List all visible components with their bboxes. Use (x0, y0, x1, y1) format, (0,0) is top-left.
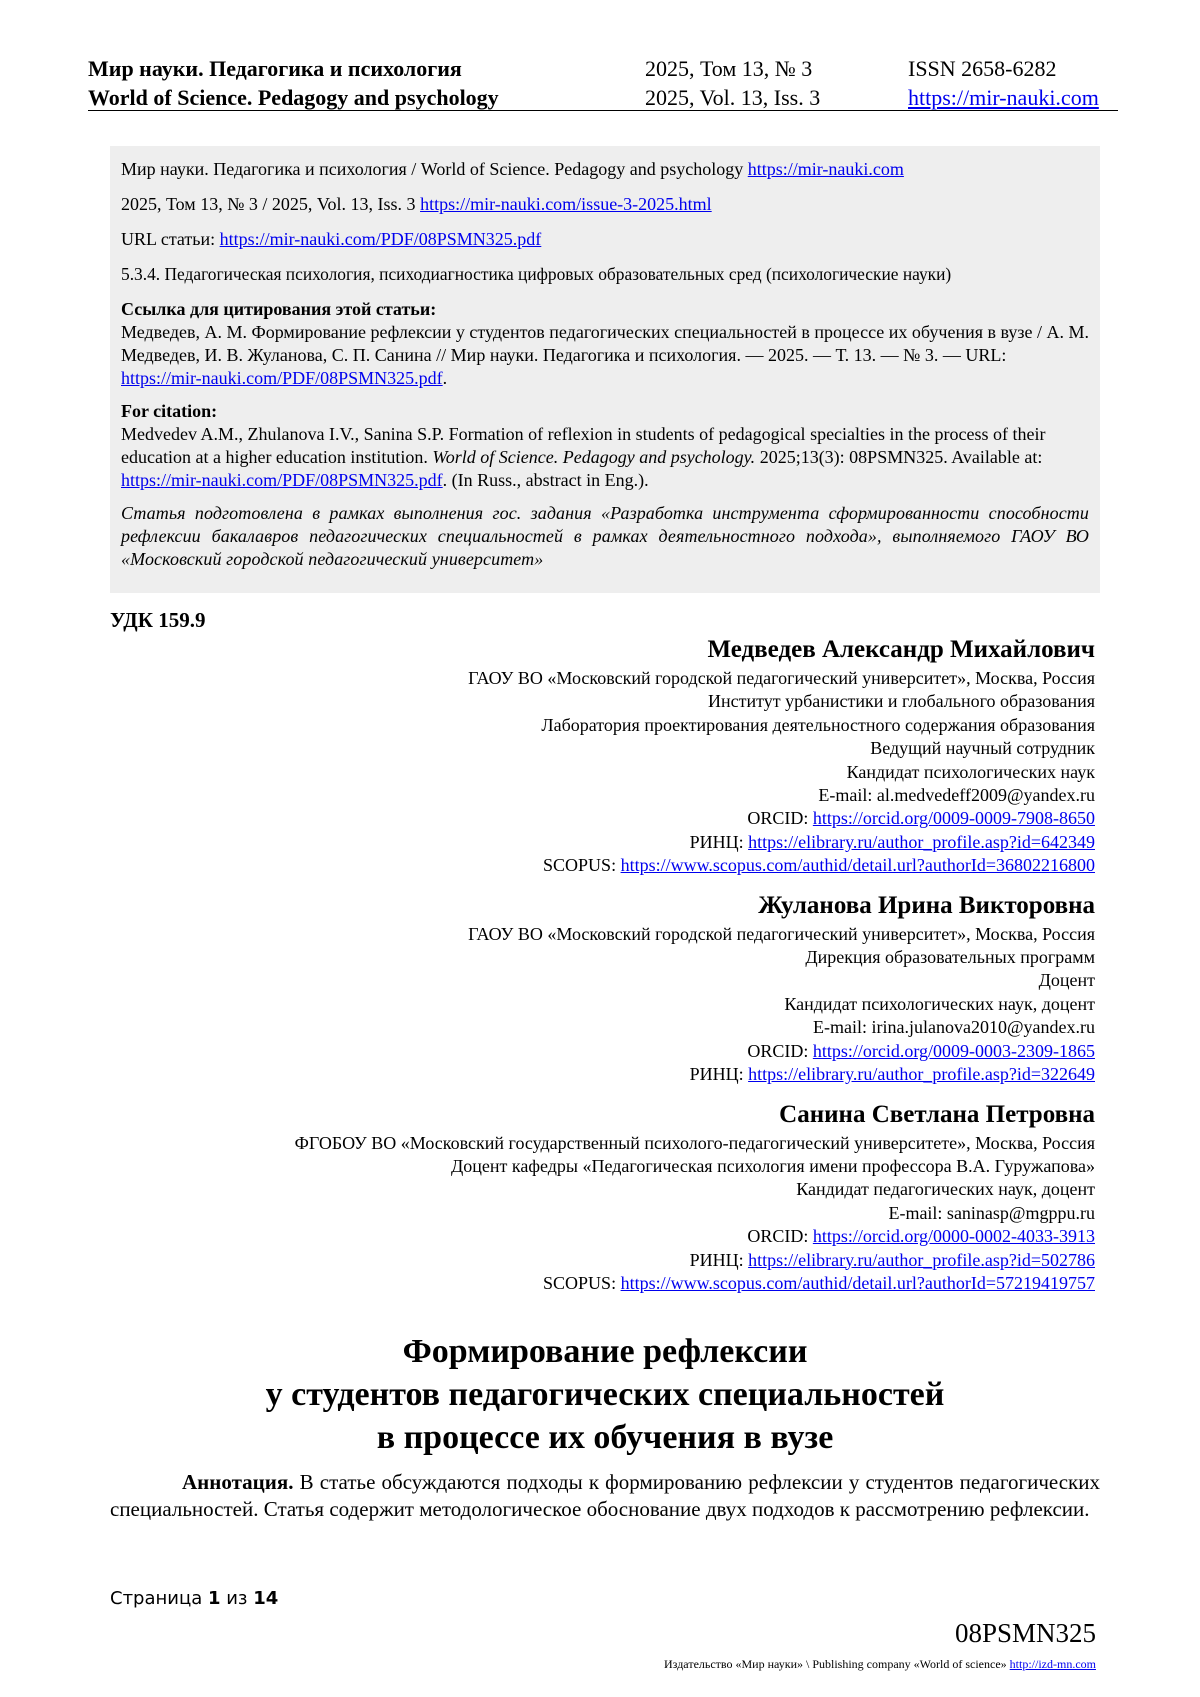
author-card (135, 633, 1095, 878)
author-scopus (135, 1272, 1095, 1295)
issn-block (908, 54, 1099, 112)
orcid-link[interactable]: https://orcid.org/0009-0009-7908-8650 (812, 808, 1095, 829)
orcid-label: ORCID: (747, 808, 813, 829)
author-position: Доцент кафедры «Педагогическая психология имени профессора В.А. Гуружапова» (450, 1155, 1095, 1176)
author-degree: Кандидат психологических наук, доцент (784, 993, 1095, 1014)
author-affiliation: ГАОУ ВО «Московский городской педагогический университет», Москва, Россия (468, 668, 1095, 688)
author-email: E-mail: irina.julanova2010@yandex.ru (813, 1017, 1095, 1038)
issue-en: 2025, Vol. 13, Iss. 3 (645, 85, 821, 110)
info-specialty: 5.3.4. Педагогическая психология, психодиагностика цифровых образовательных сред (психологические науки) (121, 264, 952, 284)
scopus-label: SCOPUS: (543, 1272, 621, 1293)
author-affiliation: ФГОБОУ ВО «Московский государственный психолого-педагогический университете», Москва, Россия (294, 1132, 1095, 1153)
info-url-line (121, 228, 1089, 251)
info-journal-text: Мир науки. Педагогика и психология / World of Science. Pedagogy and psychology (121, 159, 748, 179)
orcid-link[interactable]: https://orcid.org/0009-0003-2309-1865 (812, 1040, 1095, 1061)
author-rinc (135, 1063, 1095, 1086)
author-orcid (135, 807, 1095, 830)
author-institute: Институт урбанистики и глобального образования (708, 691, 1095, 712)
rinc-label: РИНЦ: (689, 1064, 749, 1085)
author-name: Санина Светлана Петровна (779, 1100, 1095, 1128)
abstract-text: В статье обсуждаются подходы к формированию рефлексии у студентов педагогических специальностей. Статья содержит методологическое обоснование двух подходов к рассмотрению рефлексии. (110, 1470, 1100, 1521)
article-code: 08PSMN325 (954, 1618, 1096, 1648)
journal-title-block (88, 54, 499, 112)
info-journal-link[interactable]: https://mir-nauki.com (747, 159, 904, 179)
author-name: Жуланова Ирина Викторовна (758, 891, 1095, 919)
citation-en-text2: 2025;13(3): 08PSMN325. Available at: (755, 447, 1043, 467)
abstract-paragraph (110, 1469, 1100, 1523)
title-line: у студентов педагогических специальностей (265, 1376, 945, 1413)
title-line: в процессе их обучения в вузе (376, 1419, 834, 1456)
publisher-link[interactable]: http://izd-mn.com (1009, 1657, 1096, 1671)
citation-ru-text: Медведев, А. М. Формирование рефлексии у студентов педагогических специальностей в процессе их обучения в вузе / А. М. Медведев, И. В. Жуланова, С. П. Санина // Мир науки. Педагогика и психология. — 2025. — Т. 13. — № 3. — URL: (121, 322, 1089, 365)
orcid-label: ORCID: (747, 1226, 813, 1247)
author-rinc (135, 831, 1095, 854)
info-url-label: URL статьи: (121, 229, 220, 249)
author-affiliation: ГАОУ ВО «Московский городской педагогический университет», Москва, Россия (468, 923, 1095, 944)
info-article-pdf-link[interactable]: https://mir-nauki.com/PDF/08PSMN325.pdf (219, 229, 542, 249)
citation-ru (121, 298, 1089, 390)
udk-code: УДК 159.9 (110, 608, 206, 632)
author-scopus (135, 854, 1095, 877)
running-header (88, 50, 1118, 111)
citation-en-heading: For citation: (121, 401, 218, 421)
author-position: Доцент (1038, 970, 1095, 991)
journal-title-en: World of Science. Pedagogy and psychology (88, 85, 499, 110)
rinc-link[interactable]: https://elibrary.ru/author_profile.asp?id=502786 (748, 1249, 1095, 1270)
author-card (135, 889, 1095, 1087)
title-line: Формирование рефлексии (402, 1333, 808, 1370)
author-email: E-mail: saninasp@mgppu.ru (888, 1202, 1095, 1223)
publisher-text: Издательство «Мир науки» \ Publishing company «World of science» (664, 1657, 1010, 1671)
authors-block (135, 633, 1095, 1306)
issue-block (645, 54, 820, 112)
orcid-label: ORCID: (747, 1040, 813, 1061)
author-degree: Кандидат психологических наук (846, 761, 1095, 782)
scopus-link[interactable]: https://www.scopus.com/authid/detail.url?authorId=57219419757 (620, 1272, 1095, 1293)
scopus-link[interactable]: https://www.scopus.com/authid/detail.url?authorId=36802216800 (620, 855, 1095, 876)
author-orcid (135, 1225, 1095, 1248)
issn: ISSN 2658-6282 (908, 56, 1057, 81)
citation-en-link[interactable]: https://mir-nauki.com/PDF/08PSMN325.pdf (121, 470, 443, 490)
page-total: 14 (253, 1588, 279, 1609)
citation-ru-link[interactable]: https://mir-nauki.com/PDF/08PSMN325.pdf (121, 368, 443, 388)
issue-ru: 2025, Том 13, № 3 (645, 56, 813, 81)
citation-en-text3: . (In Russ., abstract in Eng.). (442, 470, 649, 490)
author-email: E-mail: al.medvedeff2009@yandex.ru (818, 785, 1095, 806)
scopus-label: SCOPUS: (543, 855, 621, 876)
citation-en-journal: World of Science. Pedagogy and psychology. (432, 447, 756, 467)
info-issue-line (121, 193, 1089, 216)
info-issue-text: 2025, Том 13, № 3 / 2025, Vol. 13, Iss. 3 (121, 194, 421, 214)
author-rinc (135, 1249, 1095, 1272)
page-number (110, 1588, 278, 1609)
citation-ru-heading: Ссылка для цитирования этой статьи: (121, 299, 437, 319)
author-name: Медведев Александр Михайлович (707, 636, 1095, 663)
journal-site-link[interactable]: https://mir-nauki.com (908, 85, 1099, 110)
journal-title-ru: Мир науки. Педагогика и психология (88, 56, 462, 81)
page-current: 1 (207, 1588, 221, 1609)
rinc-label: РИНЦ: (689, 1249, 749, 1270)
citation-en-text: Medvedev A.M., Zhulanova I.V., Sanina S.P. Formation of reflexion in students of pedagogical specialties in the process of their education at a higher education institution. (121, 424, 1046, 467)
citation-en (121, 400, 1089, 492)
author-position: Ведущий научный сотрудник (870, 738, 1095, 759)
orcid-link[interactable]: https://orcid.org/0000-0002-4033-3913 (812, 1226, 1095, 1247)
page-middle: из (220, 1588, 254, 1609)
author-lab: Лаборатория проектирования деятельностного содержания образования (541, 714, 1095, 735)
rinc-label: РИНЦ: (689, 831, 749, 852)
info-issue-link[interactable]: https://mir-nauki.com/issue-3-2025.html (420, 194, 712, 214)
funding-note: Статья подготовлена в рамках выполнения гос. задания «Разработка инструмента сформированности способности рефлексии бакалавров педагогических специальностей в рамках деятельностного подхода», выполняемого ГАОУ ВО «Московский городской педагогический университет» (121, 503, 1089, 569)
article-title (110, 1330, 1100, 1459)
author-orcid (135, 1040, 1095, 1063)
info-journal-line (121, 158, 1089, 181)
abstract-heading: Аннотация. (182, 1470, 294, 1494)
author-department: Дирекция образовательных программ (805, 947, 1095, 968)
author-degree: Кандидат педагогических наук, доцент (796, 1179, 1095, 1200)
author-card (135, 1098, 1095, 1296)
article-info-box (110, 146, 1100, 593)
rinc-link[interactable]: https://elibrary.ru/author_profile.asp?id=322649 (748, 1064, 1095, 1085)
page-prefix: Страница (110, 1588, 208, 1609)
citation-ru-end: . (442, 368, 448, 388)
abstract (110, 1469, 1100, 1523)
publisher-footer (664, 1657, 1096, 1672)
rinc-link[interactable]: https://elibrary.ru/author_profile.asp?id=642349 (748, 831, 1095, 852)
